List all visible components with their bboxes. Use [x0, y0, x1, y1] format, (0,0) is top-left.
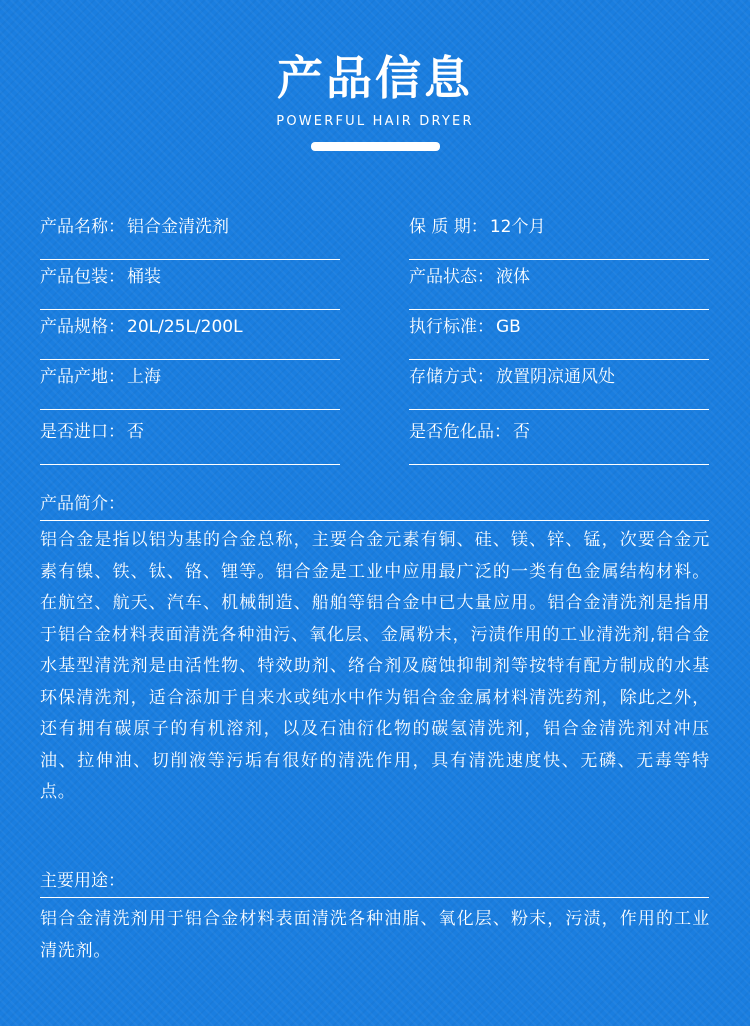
- spec-row-imported: [40, 418, 340, 465]
- spec-label: 执行标准：: [409, 317, 494, 337]
- spec-label: 产品产地：: [40, 367, 125, 387]
- spec-label: 产品包装：: [40, 267, 125, 287]
- usage-paragraph: 铝合金清洗剂用于铝合金材料表面清洗各种油脂、氧化层、粉末，污渍，作用的工业清洗剂。: [40, 909, 710, 961]
- spec-label: 是否危化品：: [409, 422, 511, 442]
- spec-row-specification: [40, 313, 340, 360]
- intro-heading: 产品简介：: [40, 490, 709, 521]
- usage-heading: 主要用途：: [40, 867, 709, 898]
- spec-value: 否: [127, 422, 144, 442]
- spec-value: 桶装: [127, 267, 161, 287]
- intro-paragraph: 铝合金是指以铝为基的合金总称，主要合金元素有铜、硅、镁、锌、锰，次要合金元素有镍、铁、钛、铬、锂等。铝合金是工业中应用最广泛的一类有色金属结构材料。在航空、航天、汽车、机械制造、船舶等铝合金中已大量应用。铝合金清洗剂是指用于铝合金材料表面清洗各种油污、氧化层、金属粉末，污渍作用的工业清洗剂,铝合金水基型清洗剂是由活性物、特效助剂、络合剂及腐蚀抑制剂等按特有配方制成的水基环保清洗剂，适合添加于自来水或纯水中作为铝合金金属材料清洗药剂，除此之外，还有拥有碳原子的有机溶剂，以及石油衍化物的碳氢清洗剂，铝合金清洗剂对冲压油、拉伸油、切削液等污垢有很好的清洗作用，具有清洗速度快、无磷、无毒等特点。: [40, 530, 710, 802]
- spec-label: 产品规格：: [40, 317, 125, 337]
- title-underline-bar: [311, 142, 440, 151]
- page-title: 产品信息: [277, 51, 473, 105]
- spec-row-packaging: [40, 263, 340, 310]
- spec-value: 铝合金清洗剂: [127, 217, 229, 237]
- spec-value: 12个月: [489, 217, 546, 237]
- spec-value: 上海: [127, 367, 161, 387]
- spec-row-state: [409, 263, 709, 310]
- spec-label: 产品状态：: [409, 267, 494, 287]
- page-subtitle: POWERFUL HAIR DRYER: [276, 114, 474, 129]
- spec-value: 20L/25L/200L: [127, 317, 243, 337]
- spec-label: 是否进口：: [40, 422, 125, 442]
- spec-row-shelf-life: [409, 213, 709, 260]
- spec-value: 放置阴凉通风处: [496, 367, 615, 387]
- spec-label: 产品名称：: [40, 217, 125, 237]
- spec-value: 否: [513, 422, 530, 442]
- spec-label: 存储方式：: [409, 367, 494, 387]
- spec-value: 液体: [496, 267, 530, 287]
- spec-value: GB: [496, 317, 521, 337]
- spec-row-standard: [409, 313, 709, 360]
- spec-label: 保 质 期：: [409, 217, 488, 237]
- spec-row-product-name: [40, 213, 340, 260]
- spec-row-hazardous: [409, 418, 709, 465]
- spec-row-origin: [40, 363, 340, 410]
- spec-row-storage: [409, 363, 709, 410]
